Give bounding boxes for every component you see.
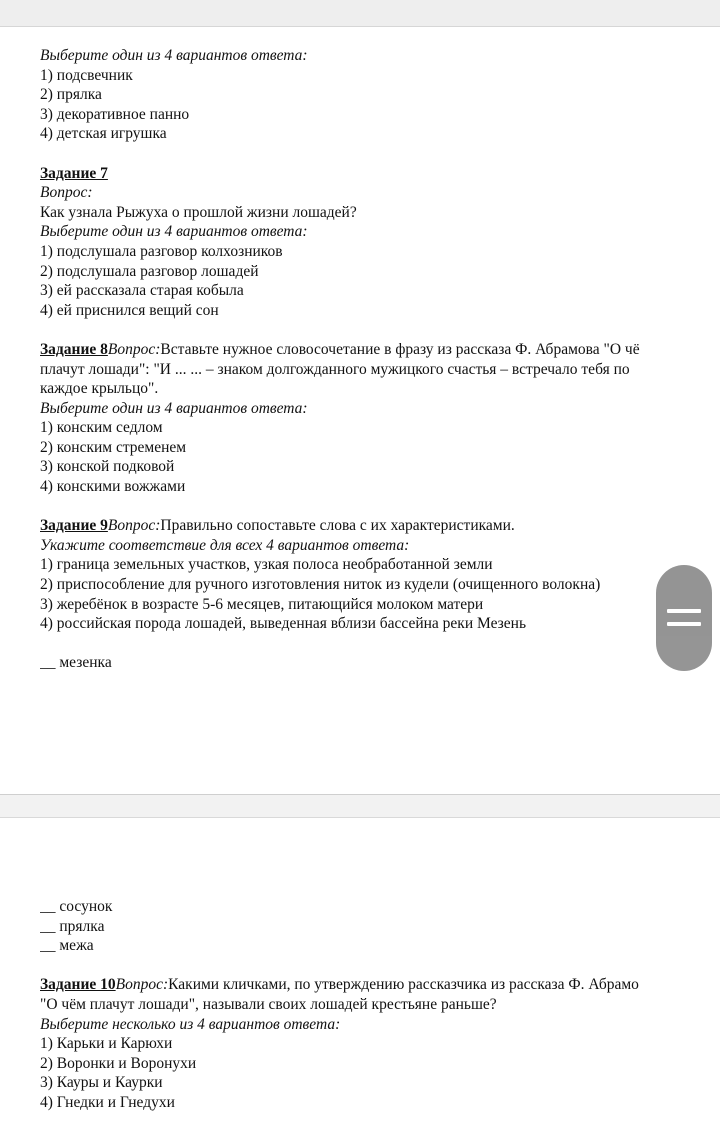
q9-question: Правильно сопоставьте слова с их характеристиками. — [160, 517, 515, 535]
q10-title: Задание 10 — [40, 976, 116, 994]
document-page-2 — [40, 897, 720, 1119]
q7-instruction: Выберите один из 4 вариантов ответа: — [40, 223, 308, 241]
q7-title: Задание 7 — [40, 164, 108, 182]
q7-option-1: 1) подслушала разговор колхозников — [40, 242, 283, 260]
q10-header — [40, 975, 720, 995]
q8-option-2: 2) конским стременем — [40, 438, 187, 456]
q9-header — [40, 516, 720, 536]
q7-option-2: 2) подслушала разговор лошадей — [40, 262, 259, 280]
q6-instruction: Выберите один из 4 вариантов ответа: — [40, 47, 308, 64]
q10-option-1: 1) Карьки и Карюхи — [40, 1035, 173, 1053]
q8-option-4: 4) конскими вожжами — [40, 478, 186, 496]
q9-option-3: 3) жеребёнок в возрасте 5-6 месяцев, питающийся молоком матери — [40, 595, 484, 613]
q8-title: Задание 8 — [40, 340, 108, 358]
q10-option-4: 4) Гнедки и Гнедухи — [40, 1093, 175, 1111]
q6-option-4: 4) детская игрушка — [40, 125, 167, 143]
q9-instruction: Укажите соответствие для всех 4 вариантов ответа: — [40, 536, 410, 554]
page-separator — [0, 794, 720, 818]
q9-blank-sosunok: __ сосунок — [40, 898, 113, 915]
q7-question: Как узнала Рыжуха о прошлой жизни лошадей? — [40, 203, 357, 221]
q9-blank-mezha: __ межа — [40, 937, 94, 955]
q8-option-3: 3) конской подковой — [40, 458, 175, 476]
q9-title: Задание 9 — [40, 517, 108, 535]
q8-option-1: 1) конским седлом — [40, 419, 163, 437]
q9-option-4: 4) российская порода лошадей, выведенная вблизи бассейна реки Мезень — [40, 615, 527, 633]
document-page-1 — [40, 46, 720, 786]
q9-blank-pryalka: __ прялка — [40, 917, 105, 935]
q8-question-line-2: плачут лошади": "И ... ... – знаком долгожданного мужицкого счастья – встречало тебя по — [40, 360, 630, 378]
top-toolbar — [0, 0, 720, 27]
q10-question-line-2: "О чём плачут лошади", называли своих лошадей крестьяне раньше? — [40, 995, 497, 1013]
q6-option-3: 3) декоративное панно — [40, 105, 190, 123]
q9-question-label: Вопрос: — [107, 517, 161, 535]
q8-question-label: Вопрос: — [107, 340, 161, 358]
q10-question-label: Вопрос: — [115, 976, 169, 994]
q10-instruction: Выберите несколько из 4 вариантов ответа: — [40, 1015, 341, 1033]
scroll-handle[interactable] — [656, 565, 712, 671]
q8-header — [40, 340, 720, 360]
q8-question-line-1: Вставьте нужное словосочетание в фразу из рассказа Ф. Абрамова "О чё — [160, 340, 640, 358]
q10-question-line-1: Какими кличками, по утверждению рассказчика из рассказа Ф. Абрамо — [168, 976, 639, 994]
q10-option-3: 3) Кауры и Каурки — [40, 1074, 163, 1092]
q9-option-1: 1) граница земельных участков, узкая полоса необработанной земли — [40, 556, 493, 574]
q7-option-3: 3) ей рассказала старая кобыла — [40, 282, 244, 300]
q8-question-line-3: каждое крыльцо". — [40, 380, 159, 398]
q6-option-2: 2) прялка — [40, 86, 102, 104]
q7-question-label: Вопрос: — [40, 184, 93, 202]
q10-option-2: 2) Воронки и Воронухи — [40, 1054, 197, 1072]
q8-instruction: Выберите один из 4 вариантов ответа: — [40, 399, 308, 417]
q7-option-4: 4) ей приснился вещий сон — [40, 301, 219, 319]
q6-option-1: 1) подсвечник — [40, 66, 133, 84]
q9-option-2: 2) приспособление для ручного изготовления ниток из кудели (очищенного волокна) — [40, 576, 601, 594]
q9-blank-mezenka: __ мезенка — [40, 654, 112, 672]
